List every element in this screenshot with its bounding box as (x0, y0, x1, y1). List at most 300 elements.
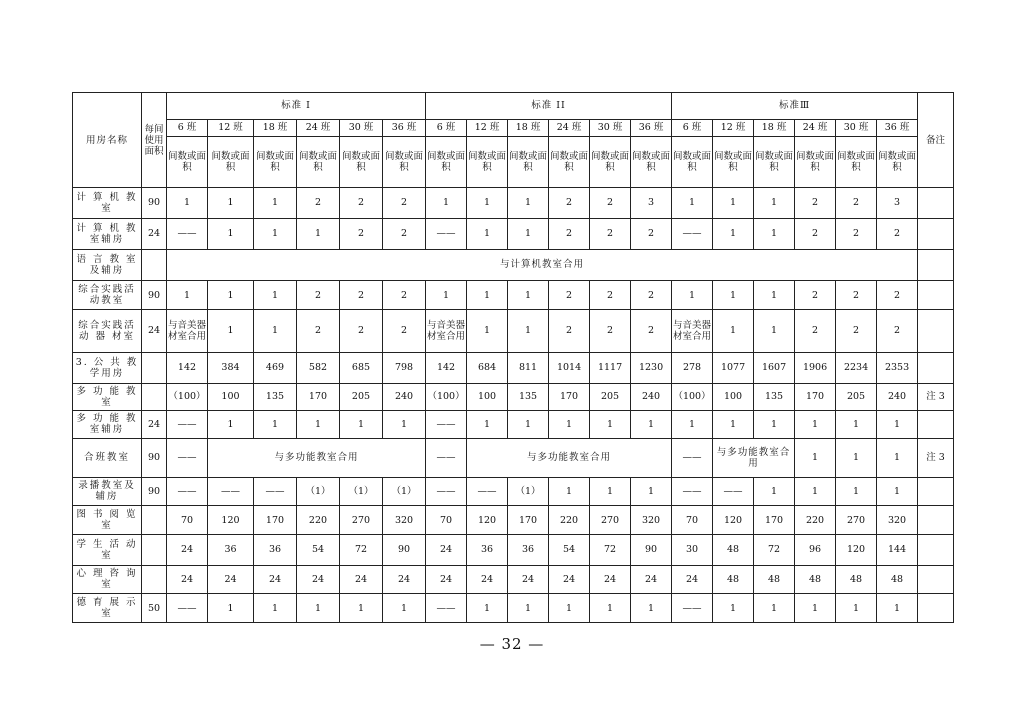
class-count-header: 12 班 (713, 119, 754, 136)
remark-cell (918, 565, 954, 594)
remark-cell (918, 352, 954, 383)
value-cell: 170 (508, 506, 549, 535)
remark-cell (918, 218, 954, 249)
room-name-cell: 学 生 活 动室 (73, 534, 142, 565)
value-cell: —— (254, 477, 297, 506)
class-count-header: 36 班 (631, 119, 672, 136)
room-name-cell: 综合实践活 动 器 材室 (73, 309, 142, 352)
room-name-cell: 3. 公 共 教学用房 (73, 352, 142, 383)
area-per-room-header: 每间使用面积 (142, 93, 167, 188)
value-cell: 1 (208, 188, 254, 219)
area-cell (142, 534, 167, 565)
value-cell: 1 (167, 281, 208, 310)
value-cell: 1 (254, 281, 297, 310)
value-cell: 36 (467, 534, 508, 565)
table-row (73, 352, 954, 383)
header-row-classes (73, 119, 954, 136)
value-cell: 1 (754, 411, 795, 439)
table-row (73, 281, 954, 310)
area-cell (142, 565, 167, 594)
value-cell: 48 (795, 565, 836, 594)
value-cell: 30 (672, 534, 713, 565)
value-cell: 2 (297, 281, 340, 310)
value-cell: 48 (836, 565, 877, 594)
value-cell: 1 (713, 411, 754, 439)
value-cell: 24 (508, 565, 549, 594)
value-cell: 1 (754, 309, 795, 352)
merged-note-cell: 与多功能教室合用 (467, 438, 672, 477)
value-cell: —— (672, 218, 713, 249)
value-cell: 2 (383, 188, 426, 219)
standard-3-header: 标准Ⅲ (672, 93, 918, 120)
value-cell: 1 (754, 477, 795, 506)
table-row (73, 594, 954, 623)
table-row (73, 411, 954, 439)
value-cell: 1 (795, 438, 836, 477)
unit-header: 间数或面积 (340, 136, 383, 187)
value-cell: 1 (713, 218, 754, 249)
value-cell: 3 (877, 188, 918, 219)
value-cell: 1 (549, 411, 590, 439)
value-cell: 142 (426, 352, 467, 383)
value-cell: 1 (508, 411, 549, 439)
value-cell: —— (672, 438, 713, 477)
value-cell: 54 (297, 534, 340, 565)
class-count-header: 6 班 (426, 119, 467, 136)
value-cell: 1 (877, 594, 918, 623)
value-cell: 1 (713, 281, 754, 310)
value-cell: 1 (590, 477, 631, 506)
value-cell: 1 (508, 309, 549, 352)
value-cell: 90 (631, 534, 672, 565)
area-cell: 90 (142, 188, 167, 219)
value-cell: 2 (549, 281, 590, 310)
value-cell: 320 (383, 506, 426, 535)
value-cell: 2 (631, 281, 672, 310)
room-name-cell: 心 理 咨 询室 (73, 565, 142, 594)
value-cell: 70 (672, 506, 713, 535)
standard-2-header: 标准 II (426, 93, 672, 120)
value-cell: 142 (167, 352, 208, 383)
value-cell: 1 (467, 309, 508, 352)
value-cell: —— (167, 438, 208, 477)
value-cell: —— (208, 477, 254, 506)
value-cell: 1 (340, 411, 383, 439)
value-cell: 1 (508, 281, 549, 310)
remark-cell: 注 3 (918, 383, 954, 411)
value-cell: 24 (590, 565, 631, 594)
value-cell: 24 (426, 565, 467, 594)
unit-header: 间数或面积 (167, 136, 208, 187)
value-cell: 72 (340, 534, 383, 565)
value-cell: 24 (297, 565, 340, 594)
value-cell: 582 (297, 352, 340, 383)
value-cell: 48 (713, 565, 754, 594)
value-cell: 48 (754, 565, 795, 594)
value-cell: —— (672, 594, 713, 623)
table-row (73, 438, 954, 477)
value-cell: 1 (467, 594, 508, 623)
area-cell: 24 (142, 411, 167, 439)
value-cell: 2234 (836, 352, 877, 383)
merged-note-cell: 与计算机教室合用 (167, 249, 918, 281)
value-cell: 1 (754, 281, 795, 310)
value-cell: 2353 (877, 352, 918, 383)
class-count-header: 30 班 (836, 119, 877, 136)
value-cell: 270 (340, 506, 383, 535)
value-cell: 2 (590, 218, 631, 249)
value-cell: 1 (877, 411, 918, 439)
page-number: — 32 — (479, 635, 545, 653)
value-cell: 469 (254, 352, 297, 383)
area-cell (142, 352, 167, 383)
room-name-header: 用房名称 (73, 93, 142, 188)
value-cell: 1 (297, 218, 340, 249)
value-cell: 1 (467, 218, 508, 249)
value-cell: —— (426, 438, 467, 477)
value-cell: 170 (549, 383, 590, 411)
value-cell: （1） (383, 477, 426, 506)
remark-cell (918, 188, 954, 219)
value-cell: 1 (426, 188, 467, 219)
class-count-header: 6 班 (167, 119, 208, 136)
value-cell: 1 (208, 309, 254, 352)
value-cell: 2 (383, 218, 426, 249)
unit-header: 间数或面积 (297, 136, 340, 187)
value-cell: 36 (508, 534, 549, 565)
value-cell: （1） (340, 477, 383, 506)
value-cell: 96 (795, 534, 836, 565)
table-body (73, 93, 954, 623)
class-count-header: 6 班 (672, 119, 713, 136)
value-cell: 1 (631, 411, 672, 439)
value-cell: 1 (549, 477, 590, 506)
value-cell: 1 (590, 411, 631, 439)
remark-header: 备注 (918, 93, 954, 188)
value-cell: 170 (297, 383, 340, 411)
area-cell (142, 506, 167, 535)
room-name-cell: 多 功 能 教室 (73, 383, 142, 411)
value-cell: 1607 (754, 352, 795, 383)
remark-cell: 注 3 (918, 438, 954, 477)
value-cell: 240 (877, 383, 918, 411)
value-cell: 1117 (590, 352, 631, 383)
value-cell: 1 (383, 411, 426, 439)
value-cell: 220 (549, 506, 590, 535)
value-cell: 120 (836, 534, 877, 565)
value-cell: 1 (713, 188, 754, 219)
value-cell: 320 (631, 506, 672, 535)
value-cell: 320 (877, 506, 918, 535)
value-cell: 2 (836, 188, 877, 219)
value-cell: 1906 (795, 352, 836, 383)
room-name-cell: 计 算 机 教室 (73, 188, 142, 219)
value-cell: 24 (254, 565, 297, 594)
unit-header: 间数或面积 (672, 136, 713, 187)
value-cell: 1 (254, 218, 297, 249)
remark-cell (918, 477, 954, 506)
value-cell: 205 (836, 383, 877, 411)
value-cell: 1 (836, 411, 877, 439)
remark-cell (918, 281, 954, 310)
remark-cell (918, 309, 954, 352)
value-cell: —— (672, 477, 713, 506)
value-cell: 685 (340, 352, 383, 383)
value-cell: 1 (631, 477, 672, 506)
value-cell: 170 (254, 506, 297, 535)
value-cell: 120 (208, 506, 254, 535)
value-cell: 270 (590, 506, 631, 535)
value-cell: 2 (383, 309, 426, 352)
unit-header: 间数或面积 (590, 136, 631, 187)
class-count-header: 18 班 (254, 119, 297, 136)
value-cell: 2 (877, 218, 918, 249)
value-cell: 240 (383, 383, 426, 411)
value-cell: 2 (836, 218, 877, 249)
value-cell: —— (713, 477, 754, 506)
value-cell: 36 (254, 534, 297, 565)
value-cell: 120 (713, 506, 754, 535)
value-cell: 1 (254, 309, 297, 352)
value-cell: 1 (549, 594, 590, 623)
room-name-cell: 综合实践活动教室 (73, 281, 142, 310)
value-cell: 240 (631, 383, 672, 411)
value-cell: 2 (795, 281, 836, 310)
room-standards-table-sheet (72, 92, 952, 623)
remark-cell (918, 594, 954, 623)
value-cell: （1） (297, 477, 340, 506)
value-cell: 170 (795, 383, 836, 411)
value-cell: 1 (297, 594, 340, 623)
value-cell: 与音美器材室合用 (426, 309, 467, 352)
value-cell: （100） (167, 383, 208, 411)
table-row (73, 309, 954, 352)
table-row (73, 218, 954, 249)
area-cell (142, 249, 167, 281)
value-cell: 1 (208, 594, 254, 623)
value-cell: 278 (672, 352, 713, 383)
value-cell: 135 (508, 383, 549, 411)
value-cell: 2 (836, 281, 877, 310)
value-cell: 270 (836, 506, 877, 535)
unit-header: 间数或面积 (877, 136, 918, 187)
unit-header: 间数或面积 (713, 136, 754, 187)
value-cell: 2 (877, 281, 918, 310)
unit-header: 间数或面积 (549, 136, 590, 187)
value-cell: 54 (549, 534, 590, 565)
unit-header: 间数或面积 (631, 136, 672, 187)
unit-header: 间数或面积 (426, 136, 467, 187)
room-standards-table (72, 92, 954, 623)
standard-1-header: 标准 I (167, 93, 426, 120)
value-cell: 1 (631, 594, 672, 623)
area-cell: 24 (142, 218, 167, 249)
value-cell: 70 (426, 506, 467, 535)
value-cell: 1230 (631, 352, 672, 383)
room-name-cell: 计 算 机 教室辅房 (73, 218, 142, 249)
area-cell: 90 (142, 281, 167, 310)
value-cell: 100 (713, 383, 754, 411)
value-cell: —— (426, 411, 467, 439)
unit-header: 间数或面积 (467, 136, 508, 187)
table-row (73, 249, 954, 281)
value-cell: 1 (167, 188, 208, 219)
value-cell: 1014 (549, 352, 590, 383)
value-cell: 1 (713, 309, 754, 352)
value-cell: 2 (631, 218, 672, 249)
value-cell: —— (426, 477, 467, 506)
value-cell: （100） (426, 383, 467, 411)
value-cell: 与音美器材室合用 (167, 309, 208, 352)
value-cell: 100 (208, 383, 254, 411)
area-cell: 50 (142, 594, 167, 623)
area-cell: 24 (142, 309, 167, 352)
value-cell: 36 (208, 534, 254, 565)
unit-header: 间数或面积 (254, 136, 297, 187)
value-cell: 1 (877, 477, 918, 506)
value-cell: 2 (795, 188, 836, 219)
value-cell: —— (426, 218, 467, 249)
value-cell: 1 (426, 281, 467, 310)
value-cell: 2 (340, 309, 383, 352)
class-count-header: 30 班 (590, 119, 631, 136)
value-cell: 1 (208, 411, 254, 439)
room-name-cell: 多 功 能 教室辅房 (73, 411, 142, 439)
value-cell: 135 (254, 383, 297, 411)
value-cell: 2 (297, 309, 340, 352)
unit-header: 间数或面积 (836, 136, 877, 187)
remark-cell (918, 411, 954, 439)
value-cell: 2 (836, 309, 877, 352)
value-cell: 1 (208, 218, 254, 249)
value-cell: 1 (590, 594, 631, 623)
header-row-standards (73, 93, 954, 120)
value-cell: 1 (508, 218, 549, 249)
value-cell: 1 (877, 438, 918, 477)
room-name-cell: 图 书 阅 览室 (73, 506, 142, 535)
room-name-cell: 合班教室 (73, 438, 142, 477)
value-cell: 1 (340, 594, 383, 623)
value-cell: 1 (713, 594, 754, 623)
room-name-cell: 录播教室及辅房 (73, 477, 142, 506)
value-cell: 205 (590, 383, 631, 411)
table-row (73, 506, 954, 535)
value-cell: 1 (254, 411, 297, 439)
value-cell: 1 (508, 188, 549, 219)
value-cell: 1 (754, 218, 795, 249)
area-cell: 90 (142, 438, 167, 477)
value-cell: 1 (467, 281, 508, 310)
value-cell: 1 (836, 477, 877, 506)
value-cell: 2 (877, 309, 918, 352)
value-cell: 2 (590, 188, 631, 219)
header-row-units (73, 136, 954, 187)
value-cell: 1 (508, 594, 549, 623)
value-cell: （1） (508, 477, 549, 506)
value-cell: 1 (208, 281, 254, 310)
merged-note-cell: 与多功能教室合用 (713, 438, 795, 477)
value-cell: 2 (340, 188, 383, 219)
value-cell: （100） (672, 383, 713, 411)
value-cell: 220 (297, 506, 340, 535)
table-row (73, 477, 954, 506)
value-cell: —— (167, 594, 208, 623)
class-count-header: 36 班 (877, 119, 918, 136)
value-cell: 48 (713, 534, 754, 565)
table-row (73, 565, 954, 594)
value-cell: —— (167, 218, 208, 249)
value-cell: 1077 (713, 352, 754, 383)
value-cell: 2 (549, 188, 590, 219)
class-count-header: 18 班 (754, 119, 795, 136)
value-cell: 2 (795, 309, 836, 352)
room-name-cell: 德 育 展 示室 (73, 594, 142, 623)
value-cell: 100 (467, 383, 508, 411)
value-cell: 1 (754, 594, 795, 623)
value-cell: 70 (167, 506, 208, 535)
class-count-header: 24 班 (549, 119, 590, 136)
value-cell: 1 (254, 188, 297, 219)
value-cell: 72 (590, 534, 631, 565)
value-cell: —— (426, 594, 467, 623)
value-cell: 2 (383, 281, 426, 310)
value-cell: 798 (383, 352, 426, 383)
remark-cell (918, 249, 954, 281)
value-cell: 90 (383, 534, 426, 565)
class-count-header: 24 班 (795, 119, 836, 136)
value-cell: 1 (467, 188, 508, 219)
value-cell: 2 (297, 188, 340, 219)
value-cell: 2 (590, 281, 631, 310)
merged-note-cell: 与多功能教室合用 (208, 438, 426, 477)
value-cell: 24 (467, 565, 508, 594)
value-cell: —— (167, 477, 208, 506)
value-cell: 2 (549, 218, 590, 249)
value-cell: 24 (208, 565, 254, 594)
value-cell: 1 (836, 594, 877, 623)
table-row (73, 383, 954, 411)
value-cell: 24 (340, 565, 383, 594)
value-cell: —— (167, 411, 208, 439)
value-cell: —— (467, 477, 508, 506)
value-cell: 144 (877, 534, 918, 565)
value-cell: 24 (383, 565, 426, 594)
value-cell: 1 (795, 477, 836, 506)
value-cell: 220 (795, 506, 836, 535)
value-cell: 2 (795, 218, 836, 249)
value-cell: 205 (340, 383, 383, 411)
class-count-header: 30 班 (340, 119, 383, 136)
value-cell: 24 (167, 534, 208, 565)
value-cell: 2 (631, 309, 672, 352)
value-cell: 2 (340, 218, 383, 249)
class-count-header: 36 班 (383, 119, 426, 136)
value-cell: 384 (208, 352, 254, 383)
value-cell: 1 (254, 594, 297, 623)
value-cell: 1 (795, 411, 836, 439)
unit-header: 间数或面积 (754, 136, 795, 187)
value-cell: 170 (754, 506, 795, 535)
unit-header: 间数或面积 (208, 136, 254, 187)
value-cell: 684 (467, 352, 508, 383)
value-cell: 1 (672, 281, 713, 310)
table-row (73, 188, 954, 219)
value-cell: 135 (754, 383, 795, 411)
table-row (73, 534, 954, 565)
remark-cell (918, 534, 954, 565)
area-cell (142, 383, 167, 411)
unit-header: 间数或面积 (508, 136, 549, 187)
